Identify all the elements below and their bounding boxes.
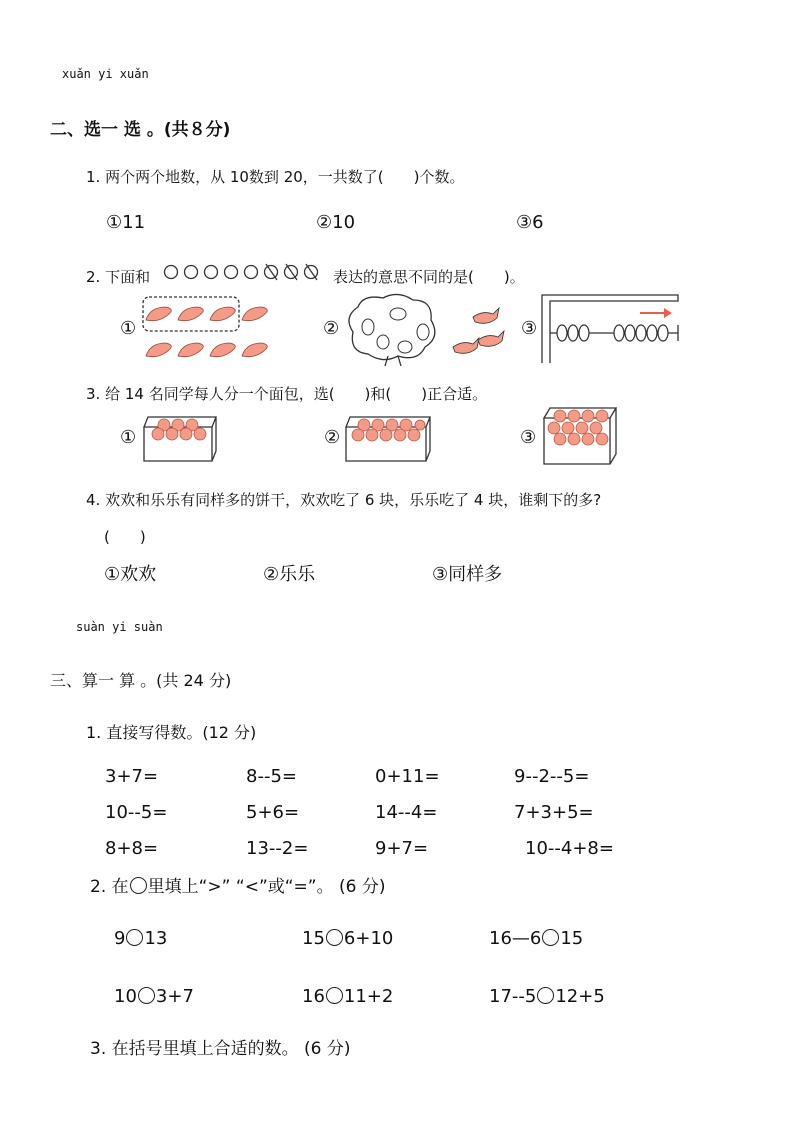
compare-item [489,928,583,949]
s2-q3-text: 3. 给 14 名同学每人分一个面包，选( )和( )正合适。 [86,385,488,403]
compare-right: 3+7 [155,986,194,1007]
section3-pinyin: suàn yi suàn [76,620,163,634]
compare-right: 11+2 [343,986,394,1007]
s3-q2-text-b: 里填上“>” “<”或“=”。 (6 分) [147,877,386,897]
bread-box-1 [140,413,220,465]
s2-q2-mark-2[interactable]: ② [323,318,340,339]
section2-pinyin: xuǎn yi xuǎn [62,67,149,81]
s2-q4-option-3[interactable]: ③同样多 [432,564,503,585]
compare-right: 13 [144,928,168,949]
answer-circle[interactable] [542,929,559,946]
abacus-illustration [540,293,685,365]
s2-q1-option-3[interactable]: ③6 [516,212,544,233]
compare-left: 17--5 [489,986,537,1007]
compare-right: 12+5 [555,986,605,1007]
circle-row-icon [160,262,330,282]
compare-right: 15 [560,928,584,949]
s2-q1-option-2[interactable]: ②10 [316,212,356,233]
s2-q2-text-before: 2. 下面和 [86,268,151,286]
calc-item: 0+11= [375,766,440,787]
s2-q4-option-2[interactable]: ②乐乐 [263,564,316,585]
s2-q1-text: 1. 两个两个地数，从 10数到 20，一共数了( )个数。 [86,168,465,186]
calc-item: 14--4= [375,802,438,823]
circle-icon [130,877,147,894]
s2-q4-option-1[interactable]: ①欢欢 [104,564,157,585]
s3-q1-text: 1. 直接写得数。(12 分) [86,723,257,742]
compare-left: 16 [302,986,325,1007]
compare-left: 10 [114,986,137,1007]
calc-item: 10--5= [105,802,168,823]
bread-box-3 [540,404,620,468]
s2-q4-blank[interactable]: ( ) [104,528,146,546]
compare-item [114,928,167,949]
compare-left: 15 [302,928,325,949]
section3-title: 三、算一 算 。(共 24 分) [50,671,232,690]
s2-q4-text: 4. 欢欢和乐乐有同样多的饼干，欢欢吃了 6 块，乐乐吃了 4 块，谁剩下的多? [86,491,602,509]
s3-q2-text [90,872,386,897]
calc-item: 8--5= [246,766,297,787]
s2-q3-mark-1[interactable]: ① [120,427,137,448]
compare-right: 6+10 [343,928,394,949]
answer-circle[interactable] [537,987,554,1004]
s3-q2-text-a: 2. 在 [90,877,129,897]
compare-item [302,986,393,1007]
calc-item: 10--4+8= [525,838,614,859]
compare-item [302,928,393,949]
calc-item: 3+7= [105,766,159,787]
s2-q3-mark-3[interactable]: ③ [520,427,537,448]
calc-item: 13--2= [246,838,309,859]
answer-circle[interactable] [138,987,155,1004]
calc-item: 9+7= [375,838,429,859]
bread-box-2 [342,413,434,465]
answer-circle[interactable] [326,987,343,1004]
s2-q2-mark-3[interactable]: ③ [521,318,538,339]
s2-q2-mark-1[interactable]: ① [120,318,137,339]
s3-q3-text: 3. 在括号里填上合适的数。 (6 分) [90,1039,351,1059]
calc-item: 5+6= [246,802,300,823]
s2-q1-option-1[interactable]: ①11 [106,212,146,233]
compare-left: 16—6 [489,928,542,949]
section2-title: 二、选一 选 。(共８分) [50,120,231,140]
s2-q3-mark-2[interactable]: ② [324,427,341,448]
compare-item [114,986,194,1007]
carrots-illustration [138,295,273,363]
compare-item [489,986,605,1007]
calc-item: 8+8= [105,838,159,859]
s2-q2-text-after: 表达的意思不同的是( )。 [333,268,525,286]
birds-tree-illustration [343,292,503,366]
answer-circle[interactable] [126,929,143,946]
answer-circle[interactable] [326,929,343,946]
compare-left: 9 [114,928,126,949]
calc-item: 7+3+5= [514,802,594,823]
calc-item: 9--2--5= [514,766,590,787]
